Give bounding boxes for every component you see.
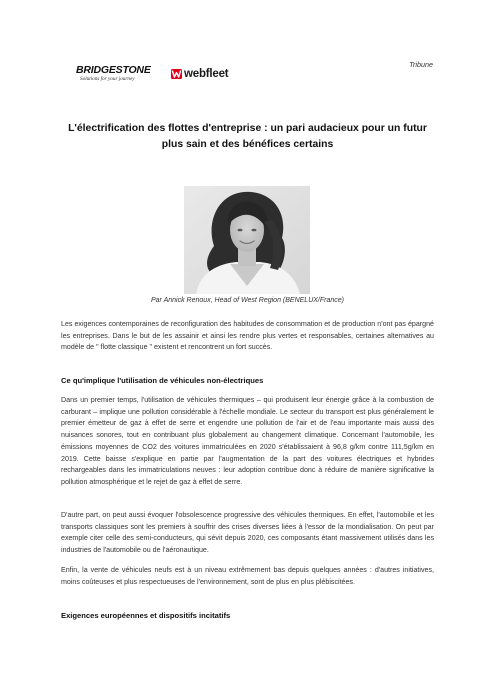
section-heading-eu-requirements: Exigences européennes et dispositifs incitatifs — [61, 611, 231, 620]
bridgestone-logo — [76, 65, 154, 83]
section1-paragraph-3: Enfin, la vente de véhicules neufs est à un niveau extrêmement bas depuis quelques années : d'autres initiatives, moins coûteuses et plus respectueuses de l'environnement, sont de plus en plus plébiscitées. — [61, 566, 434, 586]
section1-paragraph-2: D'autre part, on peut aussi évoquer l'obsolescence progressive des véhicules thermiques. En effet, l'automobile et les transports classiques sont les premiers à souffrir des crises diverses liées à l'essor de la mondialisation. On peut par exemple citer celle des semi-conducteurs, qui sévit depuis 2020, ces composants étant massivement utilisés dans les industries de l'automobile ou de l'aéronautique. — [61, 511, 434, 555]
webfleet-logo — [171, 68, 228, 80]
bridgestone-wordmark: BRIDGESTONE — [76, 64, 151, 76]
article-title: L'électrification des flottes d'entreprise : un pari audacieux pour un futur plus sain et des bénéfices certains — [68, 123, 427, 150]
webfleet-w-icon — [171, 69, 182, 79]
section-heading-non-electric: Ce qu'implique l'utilisation de véhicules non-électriques — [61, 376, 264, 385]
document-type-tag: Tribune — [409, 60, 433, 69]
bridgestone-slogan: Solutions for your journey — [80, 76, 135, 82]
section1-paragraph-1: Dans un premier temps, l'utilisation de véhicules thermiques – qui produisent leur énergie grâce à la combustion de carburant – implique une pollution considérable à l'échelle mondiale. Le secteur du transport est plus généralement le premier émetteur de gaz à effet de serre et engendre une pollution de l'air et de l'eau importante mais aussi des nuisances sonores, tout en contribuant plus globalement au changement climatique. Concernant l'automobile, les émissions moyennes de CO2 des voitures immatriculées en 2020 s'établissaient à 96,8 g/km contre 111,5g/km en 2019. Cette baisse s'explique en partie par l'augmentation de la part des voitures électriques et hybrides rechargeables dans les immatriculations neuves : leur adoption contribue donc à réduire de manière significative la pollution atmosphérique et le rejet de gaz à effet de serre. — [61, 396, 434, 486]
intro-paragraph: Les exigences contemporaines de reconfiguration des habitudes de consommation et de production n'ont pas épargné les entreprises. Dans le but de les assainir et ainsi les rendre plus vertes et responsables, certaines alternatives au modèle de " flotte classique " existent et rencontrent un fort succès. — [61, 320, 434, 352]
author-portrait-photo — [184, 186, 310, 294]
webfleet-wordmark: webfleet — [184, 68, 229, 80]
photo-caption: Par Annick Renoux, Head of West Region (BENELUX/France) — [151, 297, 344, 304]
